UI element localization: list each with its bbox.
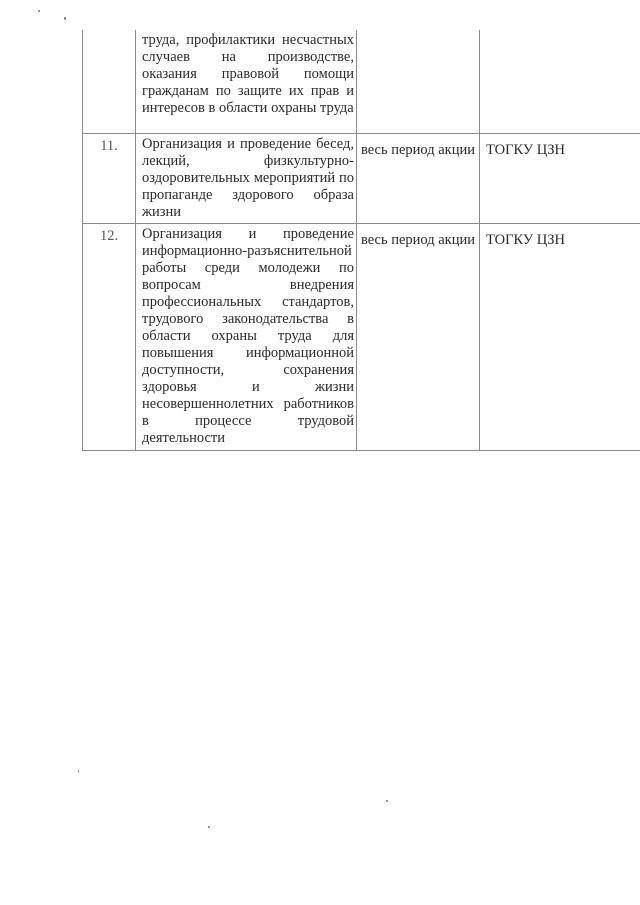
- scan-speck: [386, 800, 388, 802]
- row-term: весь период акции: [357, 223, 480, 450]
- row-number: 12.: [83, 223, 136, 450]
- row-number: [83, 30, 136, 133]
- scan-speck: [38, 10, 40, 12]
- row-organization: ТОГКУ ЦЗН: [480, 133, 640, 223]
- row-term: [357, 30, 480, 133]
- activity-table: [82, 30, 640, 451]
- table-row: [83, 133, 640, 223]
- row-description-text: Организация и проведение бесед, лекций, физкультурно-оздоровительных мероприятий по пропаганде здорового образа жизни: [142, 135, 354, 220]
- row-description: [136, 30, 357, 133]
- row-organization: ТОГКУ ЦЗН: [480, 223, 640, 450]
- row-description: [136, 133, 357, 223]
- table-row: [83, 30, 640, 133]
- table-row: [83, 223, 640, 450]
- scan-speck: [78, 770, 79, 773]
- row-description-text: Организация и проведение информационно-разъяснительной работы среди молодежи по вопросам внедрения профессиональных стандартов, трудового законодательства в области охраны труда для повышения информационной доступности, сохранения здоровья и жизни несовершеннолетних работников в процессе трудовой деятельности: [142, 225, 354, 446]
- row-organization: [480, 30, 640, 133]
- scan-speck: [64, 17, 66, 20]
- row-description-text: труда, профилактики несчастных случаев на производстве, оказания правовой помощи гражданам по защите их прав и интересов в области охраны труда: [142, 32, 354, 116]
- row-term: весь период акции: [357, 133, 480, 223]
- row-number: 11.: [83, 133, 136, 223]
- scan-speck: [208, 826, 210, 828]
- row-description: [136, 223, 357, 450]
